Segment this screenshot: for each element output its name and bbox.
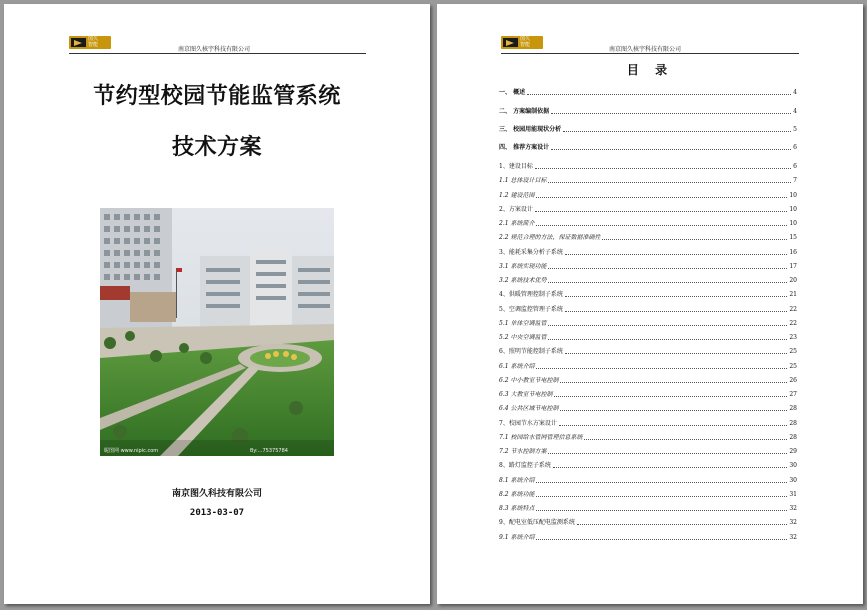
toc-entry-page: 32 bbox=[789, 533, 797, 541]
toc-entry-title: 9.1 系统介绍 bbox=[499, 533, 535, 541]
toc-entry[interactable] bbox=[499, 361, 797, 370]
toc-leader-dots bbox=[535, 211, 788, 212]
toc-entry-page: 10 bbox=[789, 191, 797, 199]
toc-leader-dots bbox=[535, 168, 791, 169]
campus-photo bbox=[100, 208, 334, 456]
toc-leader-dots bbox=[536, 368, 787, 369]
toc-entry-page: 25 bbox=[789, 362, 797, 370]
toc-entry-page: 28 bbox=[789, 433, 797, 441]
toc-leader-dots bbox=[551, 113, 791, 114]
toc-entry-page: 7 bbox=[793, 177, 797, 185]
toc-entry[interactable] bbox=[499, 218, 797, 227]
toc-entry-title: 8、路灯监控子系统 bbox=[499, 462, 551, 470]
toc-entry[interactable] bbox=[499, 403, 797, 412]
toc-entry-page: 32 bbox=[789, 519, 797, 527]
toc-entry-title: 8.2 系统功能 bbox=[499, 490, 535, 498]
toc-leader-dots bbox=[565, 296, 788, 297]
document-subtitle: 技术方案 bbox=[171, 134, 262, 160]
toc-entry-page: 22 bbox=[789, 319, 797, 327]
toc-entry-title: 3.1 系统实现功能 bbox=[499, 262, 547, 270]
toc-leader-dots bbox=[536, 510, 787, 511]
toc-leader-dots bbox=[536, 225, 787, 226]
toc-entry-title: 7、校园节水方案设计 bbox=[499, 419, 557, 427]
toc-leader-dots bbox=[565, 254, 788, 255]
toc-entry-title: 9、配电室低压配电监测系统 bbox=[499, 519, 575, 527]
toc-leader-dots bbox=[602, 239, 787, 240]
toc-entry[interactable] bbox=[499, 232, 797, 241]
toc-entry[interactable] bbox=[499, 161, 797, 170]
toc-leader-dots bbox=[563, 131, 791, 132]
logo-text: 图久 智能 bbox=[520, 36, 531, 48]
toc-leader-dots bbox=[527, 94, 791, 95]
company-name: 南京图久科技有限公司 bbox=[171, 489, 262, 499]
toc-entry[interactable] bbox=[499, 87, 797, 96]
toc-entry-title: 四、 推荐方案设计 bbox=[499, 144, 550, 151]
toc-entry-page: 30 bbox=[789, 476, 797, 484]
toc-entry[interactable] bbox=[499, 446, 797, 455]
toc-entry-page: 6 bbox=[793, 163, 797, 170]
toc-entry-page: 16 bbox=[789, 248, 797, 256]
toc-leader-dots bbox=[536, 539, 787, 540]
toc-leader-dots bbox=[584, 439, 787, 440]
header-company: 南京图久核宇科技有限公司 bbox=[609, 46, 682, 53]
toc-entry-page: 5 bbox=[793, 126, 797, 133]
toc-entry[interactable] bbox=[499, 247, 797, 256]
toc-entry-page: 29 bbox=[789, 448, 797, 455]
toc-entry-title: 8.3 系统特点 bbox=[499, 505, 535, 512]
toc-entry[interactable] bbox=[499, 432, 797, 441]
document-date: 2013-03-07 bbox=[189, 508, 245, 518]
company-logo bbox=[69, 36, 111, 49]
toc-leader-dots bbox=[536, 482, 787, 483]
toc-entry[interactable] bbox=[499, 204, 797, 213]
toc-entry[interactable] bbox=[499, 389, 797, 398]
toc-entry[interactable] bbox=[499, 489, 797, 498]
toc-entry[interactable] bbox=[499, 289, 797, 298]
toc-entry-title: 7.1 校园给水管网管理信息系统 bbox=[499, 433, 583, 441]
toc-leader-dots bbox=[551, 149, 791, 150]
toc-leader-dots bbox=[553, 467, 788, 468]
toc-entry-page: 27 bbox=[789, 391, 797, 398]
toc-entry-page: 4 bbox=[793, 108, 797, 115]
toc-entry[interactable] bbox=[499, 332, 797, 341]
toc-entry-title: 二、 方案编制依据 bbox=[499, 108, 550, 115]
toc-entry[interactable] bbox=[499, 318, 797, 327]
toc-entry-title: 1.1 总体设计目标 bbox=[499, 177, 547, 185]
toc-entry-title: 2.2 规范合理的方法，保证数据准确性 bbox=[499, 234, 601, 242]
toc-entry[interactable] bbox=[499, 346, 797, 355]
toc-entry-page: 20 bbox=[789, 277, 797, 284]
toc-entry[interactable] bbox=[499, 261, 797, 270]
toc-entry-title: 5.2 中央空调监管 bbox=[499, 334, 547, 341]
toc-entry-title: 7.2 节水控制方案 bbox=[499, 448, 547, 455]
toc-leader-dots bbox=[548, 282, 787, 283]
toc-leader-dots bbox=[548, 268, 787, 269]
toc-entry-page: 30 bbox=[789, 462, 797, 470]
toc-entry[interactable] bbox=[499, 142, 797, 151]
toc-entry[interactable] bbox=[499, 106, 797, 115]
toc-entry[interactable] bbox=[499, 460, 797, 469]
toc-leader-dots bbox=[548, 339, 787, 340]
toc-entry[interactable] bbox=[499, 475, 797, 484]
toc-entry-title: 3.2 系统技术优势 bbox=[499, 277, 547, 284]
cover-page bbox=[4, 4, 430, 604]
toc-leader-dots bbox=[536, 197, 787, 198]
toc-entry-page: 32 bbox=[789, 505, 797, 512]
document-title: 节约型校园节能监管系统 bbox=[93, 83, 341, 109]
toc-entry-title: 8.1 系统介绍 bbox=[499, 476, 535, 484]
toc-entry-page: 4 bbox=[793, 89, 797, 96]
logo-mark-icon bbox=[503, 38, 518, 47]
toc-entry-page: 15 bbox=[789, 234, 797, 242]
toc-entry-title: 1.2 建设范围 bbox=[499, 191, 535, 199]
toc-entry-page: 28 bbox=[789, 419, 797, 427]
toc-entry[interactable] bbox=[499, 532, 797, 541]
photo-id: By:...75375784 bbox=[250, 448, 288, 454]
toc-entry[interactable] bbox=[499, 304, 797, 313]
logo-text: 图久 智能 bbox=[88, 36, 99, 48]
toc-entry-title: 6.2 中小教室节电控制 bbox=[499, 376, 559, 384]
toc-entry[interactable] bbox=[499, 175, 797, 184]
toc-entry[interactable] bbox=[499, 517, 797, 526]
toc-entry[interactable] bbox=[499, 503, 797, 512]
toc-entry[interactable] bbox=[499, 275, 797, 284]
toc-entry-page: 25 bbox=[789, 348, 797, 356]
toc-page bbox=[437, 4, 863, 604]
toc-leader-dots bbox=[559, 425, 788, 426]
toc-entry-page: 28 bbox=[789, 405, 797, 413]
toc-entry-page: 31 bbox=[789, 490, 797, 498]
toc-entry-page: 23 bbox=[789, 334, 797, 341]
toc-entry-title: 2.1 系统简介 bbox=[499, 220, 535, 227]
toc-entry-title: 6.3 大教室节电控制 bbox=[499, 391, 553, 398]
toc-entry-title: 5.1 单体空调监管 bbox=[499, 319, 547, 327]
toc-entry-page: 22 bbox=[789, 305, 797, 313]
logo-mark-icon bbox=[71, 38, 86, 47]
toc-entry-page: 21 bbox=[789, 291, 797, 299]
toc-entry-title: 6.1 系统介绍 bbox=[499, 362, 535, 370]
toc-leader-dots bbox=[560, 410, 787, 411]
toc-leader-dots bbox=[560, 382, 787, 383]
toc-entry-title: 三、 校园用能现状分析 bbox=[499, 126, 562, 133]
header-rule bbox=[501, 53, 799, 54]
toc-entry[interactable] bbox=[499, 190, 797, 199]
toc-entry-title: 5、空调监控管理子系统 bbox=[499, 305, 563, 313]
toc-entry-title: 6.4 公共区域节电控制 bbox=[499, 405, 559, 413]
toc-leader-dots bbox=[548, 453, 787, 454]
toc-entry-page: 6 bbox=[793, 144, 797, 151]
toc-entry-page: 17 bbox=[789, 262, 797, 270]
toc-entry-title: 一、 概述 bbox=[499, 89, 526, 96]
toc-leader-dots bbox=[548, 182, 791, 183]
toc-title: 目 录 bbox=[626, 63, 674, 77]
toc-entry[interactable] bbox=[499, 124, 797, 133]
header-company: 南京图久核宇科技有限公司 bbox=[178, 46, 251, 53]
toc-leader-dots bbox=[565, 311, 788, 312]
toc-entry-title: 1、建设目标 bbox=[499, 163, 533, 170]
toc-entry[interactable] bbox=[499, 375, 797, 384]
toc-entry-title: 6、照明节能控制子系统 bbox=[499, 348, 563, 356]
header-rule bbox=[69, 53, 366, 54]
toc-leader-dots bbox=[554, 396, 787, 397]
toc-entry-page: 10 bbox=[789, 220, 797, 227]
toc-entry-title: 2、方案设计 bbox=[499, 205, 533, 213]
photo-watermark: 昵图网 www.nipic.com bbox=[104, 448, 159, 454]
company-logo bbox=[501, 36, 543, 49]
toc-entry-title: 4、供暖管理控制子系统 bbox=[499, 291, 563, 299]
toc-leader-dots bbox=[536, 496, 787, 497]
toc-leader-dots bbox=[577, 524, 788, 525]
toc-entry-title: 3、能耗采集分析子系统 bbox=[499, 248, 563, 256]
toc-leader-dots bbox=[548, 325, 787, 326]
toc-entry[interactable] bbox=[499, 418, 797, 427]
toc-entry-page: 26 bbox=[789, 376, 797, 384]
toc-leader-dots bbox=[565, 353, 788, 354]
toc-entry-page: 10 bbox=[789, 205, 797, 213]
